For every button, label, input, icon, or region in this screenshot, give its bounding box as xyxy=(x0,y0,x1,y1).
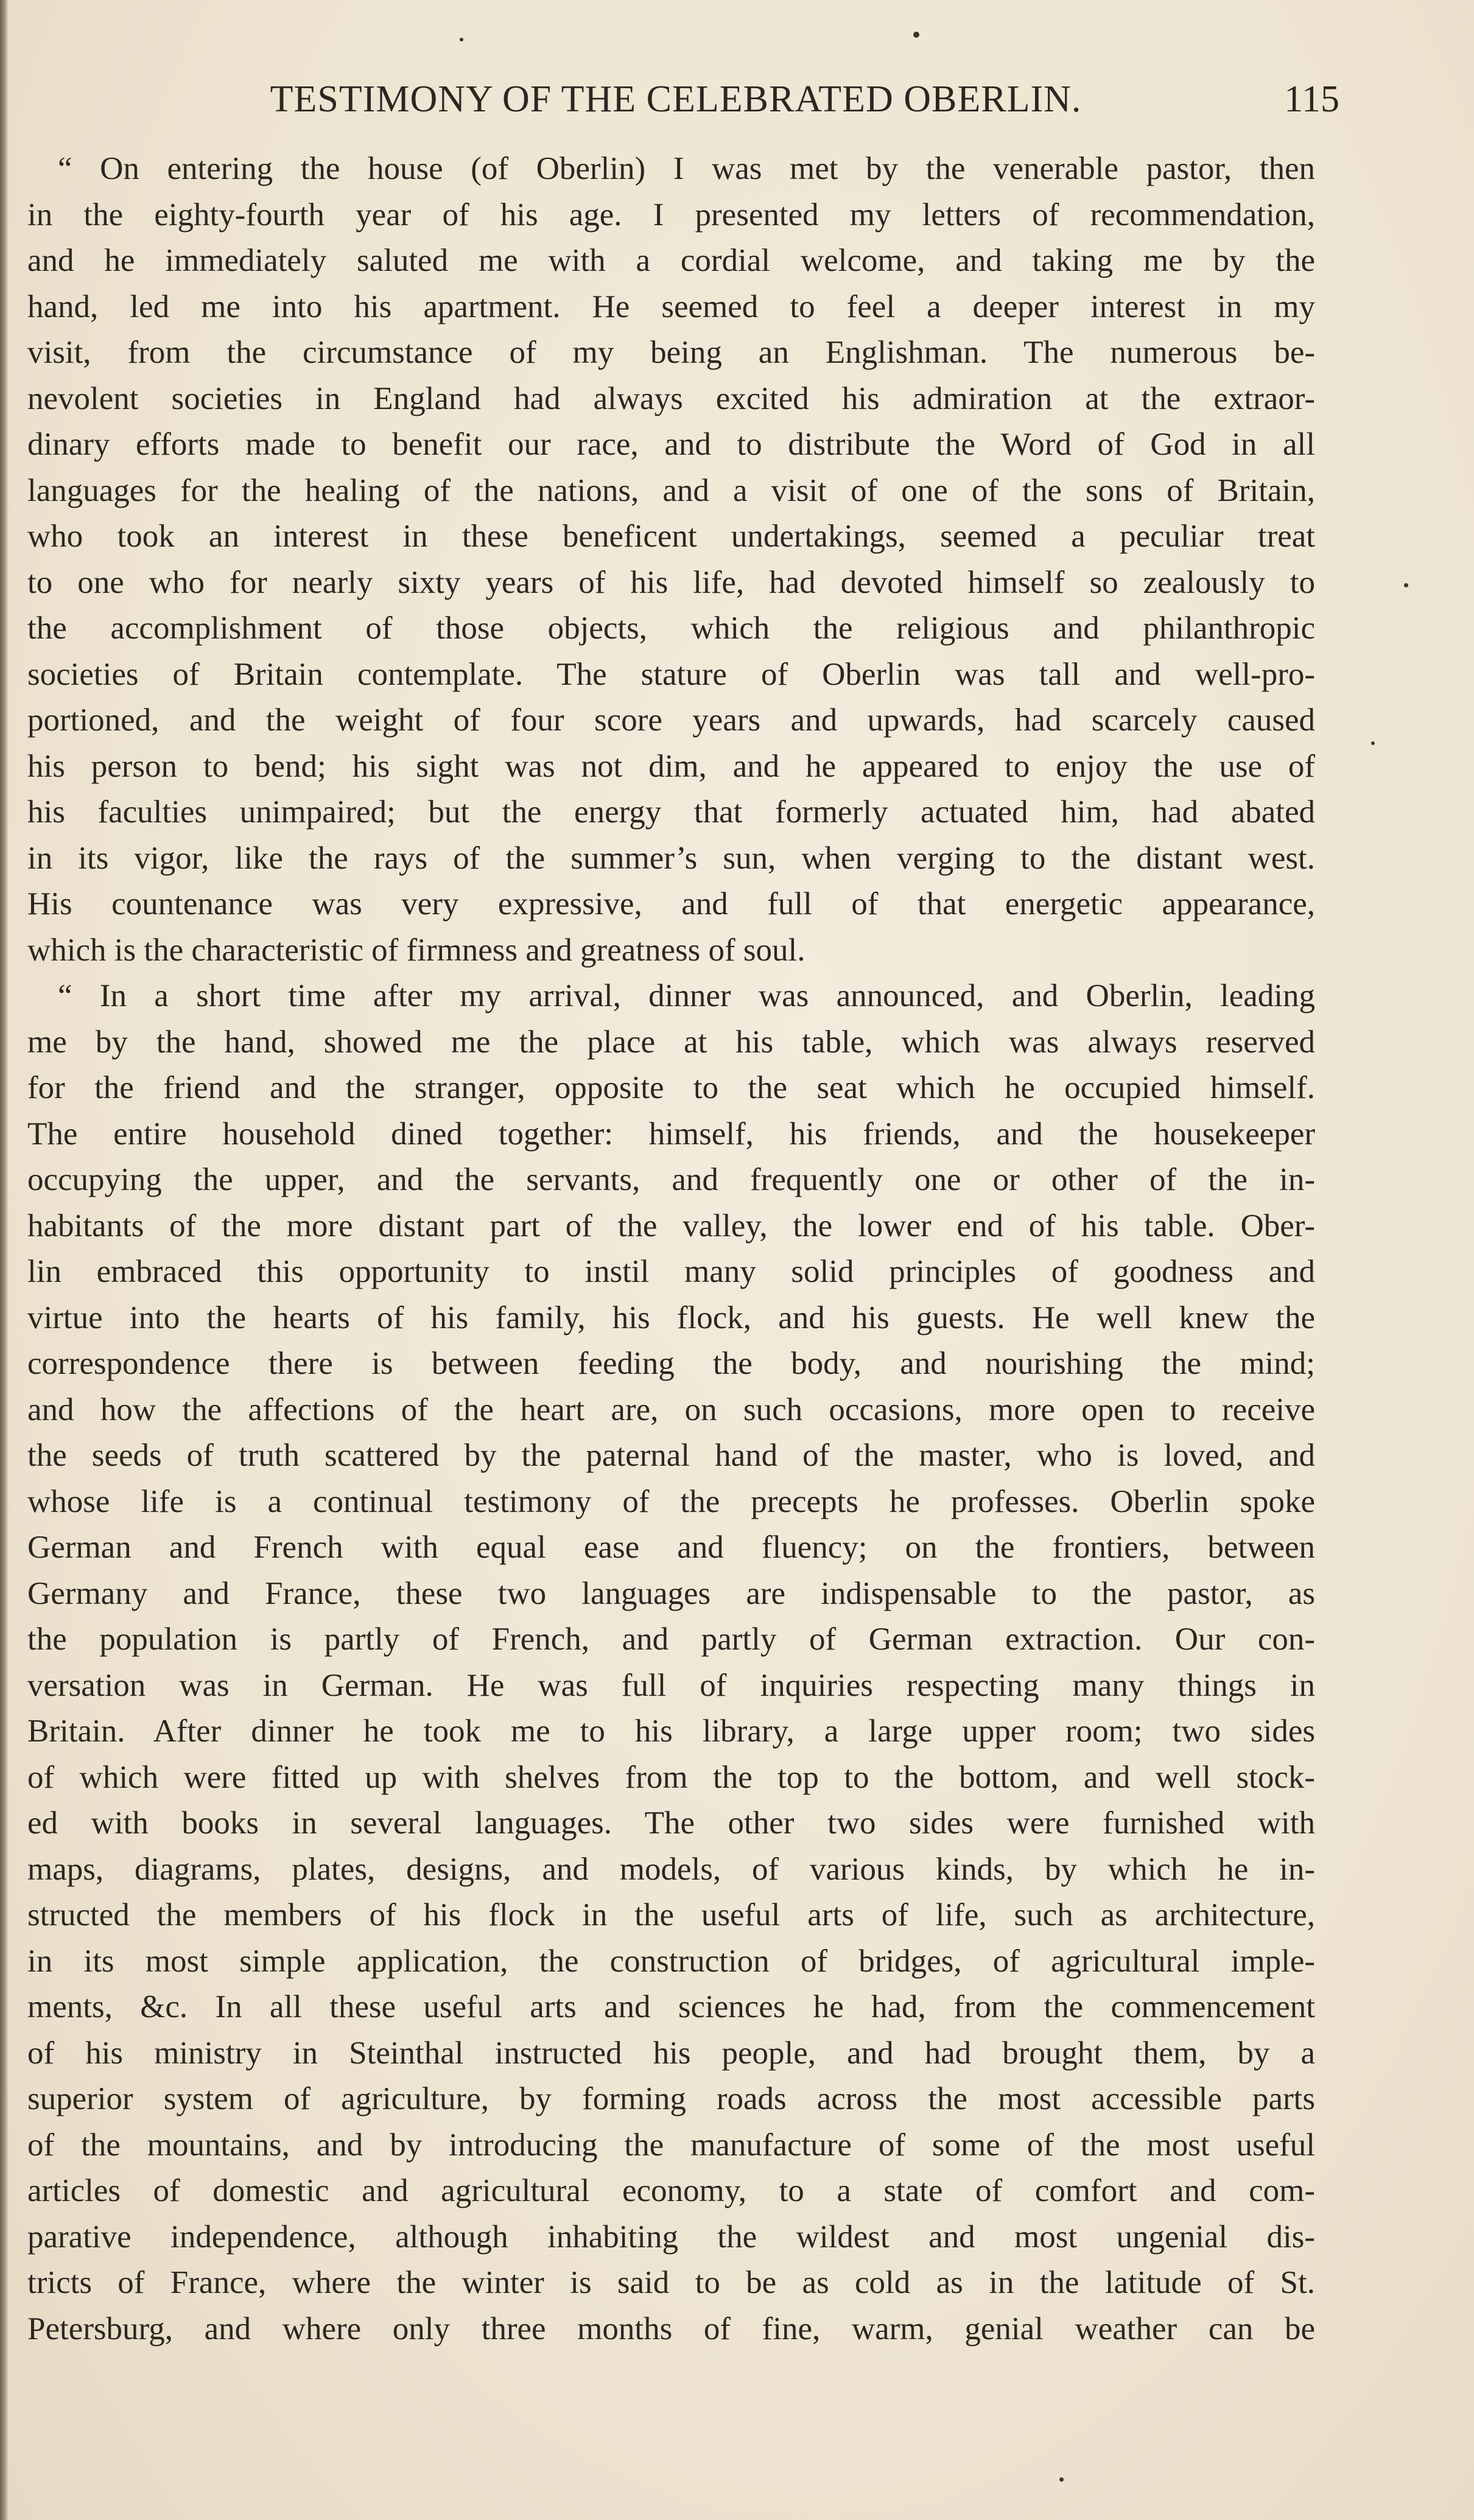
text-line: whose life is a continual testimony of the precepts he professes. Oberlin spoke xyxy=(27,1483,1315,1519)
text-line: tricts of France, where the winter is said to be as cold as in the latitude of St. xyxy=(27,2265,1315,2300)
text-line: visit, from the circumstance of my being an Englishman. The numerous be- xyxy=(27,335,1315,370)
text-line: correspondence there is between feeding the body, and nourishing the mind; xyxy=(27,1346,1315,1381)
ink-speck xyxy=(913,32,919,38)
text-line: “ In a short time after my arrival, dinner was announced, and Oberlin, leading xyxy=(58,978,1315,1013)
text-line: habitants of the more distant part of the valley, the lower end of his table. Ober- xyxy=(27,1208,1315,1244)
text-line: lin embraced this opportunity to instil many solid principles of goodness and xyxy=(27,1254,1315,1289)
text-line: virtue into the hearts of his family, his flock, and his guests. He well knew the xyxy=(27,1300,1315,1335)
text-line: “ On entering the house (of Oberlin) I was met by the venerable pastor, then xyxy=(58,151,1315,186)
text-line: to one who for nearly sixty years of his life, had devoted himself so zealously to xyxy=(27,564,1315,600)
body-text xyxy=(27,146,1315,2352)
text-line: German and French with equal ease and fluency; on the frontiers, between xyxy=(27,1530,1315,1565)
text-line: of the mountains, and by introducing the manufacture of some of the most useful xyxy=(27,2127,1315,2163)
text-line: ed with books in several languages. The other two sides were furnished with xyxy=(27,1805,1315,1841)
text-line: in its vigor, like the rays of the summer’s sun, when verging to the distant west. xyxy=(27,840,1315,876)
text-line: Petersburg, and where only three months of fine, warm, genial weather can be xyxy=(27,2311,1315,2347)
text-line: and how the affections of the heart are, on such occasions, more open to receive xyxy=(27,1391,1315,1427)
text-line: versation was in German. He was full of inquiries respecting many things in xyxy=(27,1667,1315,1703)
text-line: portioned, and the weight of four score years and upwards, had scarcely caused xyxy=(27,702,1315,738)
text-line: occupying the upper, and the servants, and frequently one or other of the in- xyxy=(27,1162,1315,1197)
text-line: nevolent societies in England had always excited his admiration at the extraor- xyxy=(27,380,1315,416)
text-line: societies of Britain contemplate. The stature of Oberlin was tall and well-pro- xyxy=(27,656,1315,692)
text-line: His countenance was very expressive, and full of that energetic appearance, xyxy=(27,886,1315,922)
text-line: the seeds of truth scattered by the paternal hand of the master, who is loved, and xyxy=(27,1438,1315,1473)
text-line: his faculties unimpaired; but the energy that formerly actuated him, had abated xyxy=(27,794,1315,830)
ink-speck xyxy=(1404,583,1408,587)
text-line: languages for the healing of the nations, and a visit of one of the sons of Britain, xyxy=(27,472,1315,508)
running-title: TESTIMONY OF THE CELEBRATED OBERLIN. xyxy=(270,79,1082,120)
text-line: in the eighty-fourth year of his age. I presented my letters of recommendation, xyxy=(27,197,1315,233)
text-line: structed the members of his flock in the useful arts of life, such as architecture, xyxy=(27,1897,1315,1933)
text-line: ments, &c. In all these useful arts and sciences he had, from the commencement xyxy=(27,1989,1315,2025)
page-header xyxy=(0,78,1474,127)
text-line: The entire household dined together: himself, his friends, and the housekeeper xyxy=(27,1116,1315,1152)
ink-speck xyxy=(1371,741,1375,745)
text-line: who took an interest in these beneficent undertakings, seemed a peculiar treat xyxy=(27,519,1315,554)
text-line: his person to bend; his sight was not dim, and he appeared to enjoy the use of xyxy=(27,748,1315,784)
text-line: articles of domestic and agricultural economy, to a state of comfort and com- xyxy=(27,2173,1315,2208)
text-line: superior system of agriculture, by forming roads across the most accessible parts xyxy=(27,2081,1315,2116)
ink-speck xyxy=(460,38,463,41)
text-line: the accomplishment of those objects, which the religious and philanthropic xyxy=(27,611,1315,646)
text-line: in its most simple application, the construction of bridges, of agricultural imple- xyxy=(27,1943,1315,1979)
text-line: hand, led me into his apartment. He seemed to feel a deeper interest in my xyxy=(27,289,1315,324)
text-line: the population is partly of French, and partly of German extraction. Our con- xyxy=(27,1622,1315,1657)
text-line: of his ministry in Steinthal instructed his people, and had brought them, by a xyxy=(27,2035,1315,2071)
text-line: Germany and France, these two languages are indispensable to the pastor, as xyxy=(27,1575,1315,1611)
text-line: parative independence, although inhabiting the wildest and most ungenial dis- xyxy=(27,2219,1315,2255)
text-line: Britain. After dinner he took me to his library, a large upper room; two sides xyxy=(27,1713,1315,1749)
binding-shadow xyxy=(0,0,9,2520)
text-line: dinary efforts made to benefit our race, and to distribute the Word of God in all xyxy=(27,427,1315,462)
page-number: 115 xyxy=(1284,79,1339,120)
ink-speck xyxy=(1059,2477,1064,2482)
text-line: for the friend and the stranger, opposite to the seat which he occupied himself. xyxy=(27,1070,1315,1105)
text-line: which is the characteristic of firmness and greatness of soul. xyxy=(27,932,805,968)
text-line: and he immediately saluted me with a cordial welcome, and taking me by the xyxy=(27,243,1315,278)
text-line: me by the hand, showed me the place at his table, which was always reserved xyxy=(27,1024,1315,1060)
text-line: of which were fitted up with shelves from the top to the bottom, and well stock- xyxy=(27,1759,1315,1795)
text-line: maps, diagrams, plates, designs, and models, of various kinds, by which he in- xyxy=(27,1851,1315,1887)
